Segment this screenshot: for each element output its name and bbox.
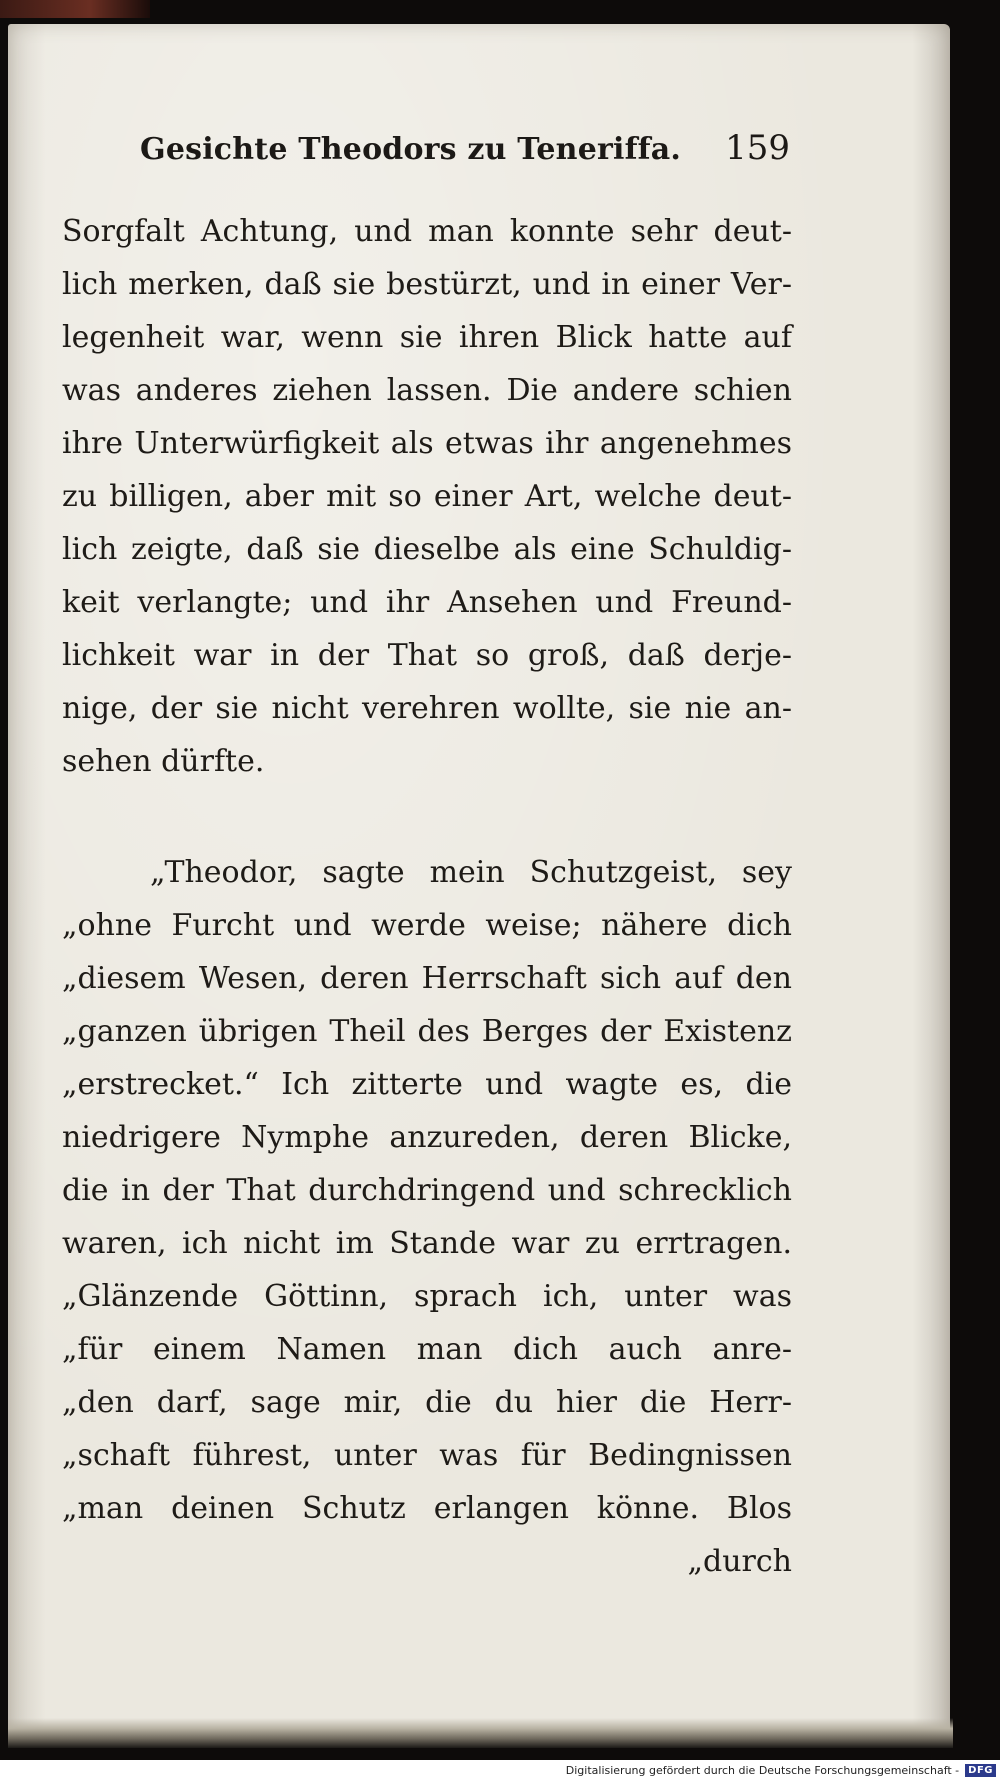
text-line: was anderes ziehen lassen. Die andere schien bbox=[62, 373, 792, 408]
text-line: „Glänzende Göttinn, sprach ich, unter was bbox=[62, 1279, 792, 1314]
page-header bbox=[140, 128, 790, 178]
text-line: sehen dürfte. bbox=[62, 744, 265, 779]
text-line: keit verlangte; und ihr Ansehen und Freund- bbox=[62, 585, 792, 620]
text-line: „diesem Wesen, deren Herrschaft sich auf den bbox=[62, 961, 792, 996]
paragraph-gap bbox=[62, 788, 792, 846]
text-line: die in der That durchdringend und schrecklich bbox=[62, 1173, 792, 1208]
text-line: niedrigere Nymphe anzureden, deren Blicke, bbox=[62, 1120, 792, 1155]
digitization-footer bbox=[0, 1760, 1000, 1781]
book-cover-edge bbox=[0, 0, 150, 18]
dfg-logo: DFG bbox=[965, 1764, 996, 1777]
text-line: „Theodor, sagte mein Schutzgeist, sey bbox=[150, 855, 792, 890]
page-number: 159 bbox=[725, 128, 790, 168]
text-line: Sorgfalt Achtung, und man konnte sehr deut- bbox=[62, 214, 792, 249]
text-line: „für einem Namen man dich auch anre- bbox=[62, 1332, 792, 1367]
paragraph-2 bbox=[62, 846, 792, 1535]
body-text bbox=[62, 205, 792, 1588]
text-line: lich zeigte, daß sie dieselbe als eine Schuldig- bbox=[62, 532, 792, 567]
page-edge-shadow bbox=[8, 1718, 953, 1748]
catchword: „durch bbox=[687, 1544, 792, 1579]
text-line: „schaft führest, unter was für Bedingnissen bbox=[62, 1438, 792, 1473]
text-line: nige, der sie nicht verehren wollte, sie nie an- bbox=[62, 691, 792, 726]
text-line: legenheit war, wenn sie ihren Blick hatte auf bbox=[62, 320, 792, 355]
text-line: waren, ich nicht im Stande war zu errtragen. bbox=[62, 1226, 792, 1261]
text-line: zu billigen, aber mit so einer Art, welche deut- bbox=[62, 479, 792, 514]
text-line: lich merken, daß sie bestürzt, und in einer Ver- bbox=[62, 267, 792, 302]
running-head: Gesichte Theodors zu Teneriffa. bbox=[140, 132, 682, 167]
text-line: „den darf, sage mir, die du hier die Herr- bbox=[62, 1385, 792, 1420]
footer-credit: Digitalisierung gefördert durch die Deutsche Forschungsgemeinschaft - bbox=[565, 1764, 960, 1777]
text-line: „ohne Furcht und werde weise; nähere dich bbox=[62, 908, 792, 943]
paragraph-1 bbox=[62, 205, 792, 788]
text-line: „erstrecket.“ Ich zitterte und wagte es, die bbox=[62, 1067, 792, 1102]
text-line: ihre Unterwürfigkeit als etwas ihr angenehmes bbox=[62, 426, 792, 461]
text-line: lichkeit war in der That so groß, daß derje- bbox=[62, 638, 792, 673]
text-line: „ganzen übrigen Theil des Berges der Existenz bbox=[62, 1014, 792, 1049]
text-line: „man deinen Schutz erlangen könne. Blos bbox=[62, 1491, 792, 1526]
